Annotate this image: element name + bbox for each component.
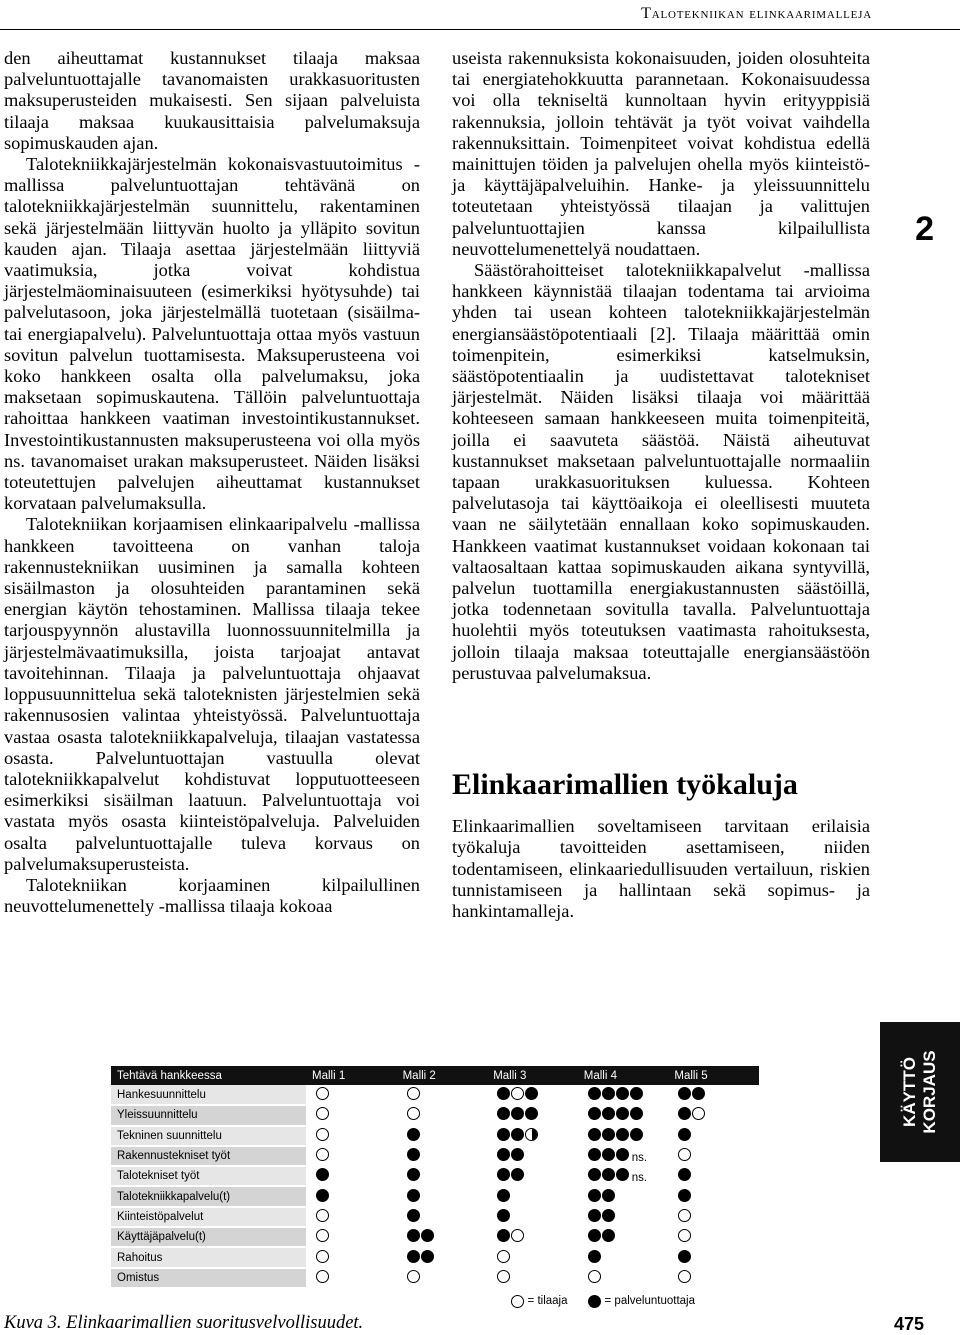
task-label: Rahoitus (111, 1247, 306, 1267)
model-cell (306, 1268, 397, 1288)
ns-note: ns. (631, 1172, 648, 1185)
right-column (452, 48, 870, 922)
filled-circle-icon (497, 1107, 510, 1120)
filled-circle-icon (602, 1128, 615, 1141)
model-cell (306, 1146, 397, 1166)
dot-group (497, 1209, 510, 1222)
dot-group (497, 1107, 538, 1120)
open-circle-icon (511, 1295, 524, 1308)
model-cell (397, 1105, 488, 1125)
filled-circle-icon (497, 1168, 510, 1181)
filled-circle-icon (602, 1148, 615, 1161)
filled-circle-icon (407, 1209, 420, 1222)
model-cell (578, 1247, 669, 1267)
table-row (111, 1126, 759, 1146)
table-row (111, 1105, 759, 1125)
model-cell (487, 1126, 578, 1146)
dot-group (678, 1209, 691, 1222)
filled-circle-icon (678, 1189, 691, 1202)
model-cell (668, 1105, 759, 1125)
page-number: 475 (893, 1314, 924, 1334)
table-row (111, 1085, 759, 1105)
filled-circle-icon (497, 1229, 510, 1242)
model-cell (578, 1085, 669, 1105)
dot-group (407, 1168, 420, 1181)
filled-circle-icon (602, 1107, 615, 1120)
filled-circle-icon (616, 1168, 629, 1181)
filled-circle-icon (630, 1128, 643, 1141)
open-circle-icon (511, 1087, 524, 1100)
filled-circle-icon (525, 1107, 538, 1120)
model-cell (668, 1085, 759, 1105)
dot-group (316, 1229, 329, 1242)
section-tab (880, 1022, 960, 1162)
filled-circle-icon (511, 1148, 524, 1161)
filled-circle-icon (692, 1087, 705, 1100)
filled-circle-icon (678, 1087, 691, 1100)
model-cell (306, 1126, 397, 1146)
open-circle-icon (407, 1107, 420, 1120)
model-cell (668, 1268, 759, 1288)
section-body: Elinkaarimallien soveltamiseen tarvitaan erilaisia työkaluja tavoitteiden asettamiseen, niiden todentamiseen, elinkaariedullisuuden vertailuun, riskien tunnistamiseen ja hallintaan sekä sopimus- ja hankintamalleja. (452, 816, 870, 921)
responsibility-figure (111, 1066, 759, 1308)
legend-tilaaja: = tilaaja (511, 1295, 568, 1308)
model-cell (487, 1186, 578, 1206)
filled-circle-icon (678, 1128, 691, 1141)
filled-circle-icon (407, 1168, 420, 1181)
table-row (111, 1247, 759, 1267)
filled-circle-icon (616, 1087, 629, 1100)
dot-group (407, 1107, 420, 1120)
filled-circle-icon (588, 1229, 601, 1242)
section-tab-label: KÄYTTÖ KORJAUS (900, 1050, 939, 1134)
paragraph: Säästörahoitteiset talotekniikkapalvelut -mallissa hankkeen käynnistää tilaajan todentama tai arvioima yhden tai usean kohteen talotekniikkajärjestelmän energiansäästöpotentiaali [2]. Tilaaja määrittää omin toimenpitein, esimerkiksi katselmuksin, säästöpotentiaalin ja uudistettavat talotekniset järjestelmät. Näiden lisäksi tilaaja voi määrittää kohteeseen samaan hankkeeseen muita toimenpiteitä, joilla ei saavuteta säästöä. Näistä aiheutuvat kustannukset maksetaan palveluntuottajalle normaaliin tapaan urakkasuorituksen kuluessa. Kohteen palvelutasoja tai käyttöaikoja ei oleellisesti muuteta vaan ne säilytetään ennallaan koko sopimuskauden. Hankkeen vaatimat kustannukset voidaan kokonaan tai valtaosaltaan kattaa sopimuskauden aikana syntyvillä, palvelun tuottamilla energiakustannusten säästöillä, jotka todennetaan sovitulla tavalla. Palveluntuottaja huolehtii myös toteutuksen vaatimasta rahoituksesta, jolloin tilaaja maksaa toteuttajalle energiansäästöön perustuvaa palvelumaksua. (452, 260, 870, 683)
filled-circle-icon (616, 1148, 629, 1161)
dot-group (678, 1107, 705, 1120)
open-circle-icon (316, 1209, 329, 1222)
open-circle-icon (316, 1250, 329, 1263)
model-cell (397, 1166, 488, 1186)
model-cell (397, 1247, 488, 1267)
column-header: Tehtävä hankkeessa (111, 1066, 306, 1085)
open-circle-icon (678, 1229, 691, 1242)
open-circle-icon (407, 1087, 420, 1100)
running-title: Talotekniikan elinkaarimalleja (641, 5, 872, 22)
model-cell (668, 1126, 759, 1146)
open-circle-icon (407, 1270, 420, 1283)
paragraph: Talotekniikkajärjestelmän kokonaisvastuutoimitus -mallissa palveluntuottajan tehtävänä on talotekniikkajärjestelmän suunnittelu, rakentaminen sekä järjestelmään liittyvän huolto ja ylläpito sovitun kauden ajan. Tilaaja asettaa järjestelmään liittyviä vaatimuksia, jotka voivat kohdistua järjestelmäominaisuuteen (esimerkiksi hyötysuhde) tai palvelutasoon, joka järjestelmällä tuotetaan (sisäilma- tai energiapalvelu). Palveluntuottaja ottaa myös vastuun sovitun palvelun tuottamisesta. Maksuperusteena voi koko hankkeen osalta olla palvelumaksu, joka maksetaan sopimuskautena. Tällöin palveluntuottaja rahoittaa hankkeen vaatiman investointikustannukset. Investointikustannusten maksuperusteena voi olla myös ns. tavanomaiset urakan maksuperusteet. Näiden lisäksi toteutettujen palvelujen aiheuttamat kustannukset korvataan palvelumaksulla. (4, 154, 420, 514)
task-label: Kiinteistöpalvelut (111, 1207, 306, 1227)
open-circle-icon (497, 1250, 510, 1263)
dot-group (678, 1229, 691, 1242)
filled-circle-icon (511, 1168, 524, 1181)
dot-group (588, 1270, 601, 1283)
dot-group (678, 1168, 691, 1181)
dot-group (316, 1250, 329, 1263)
dot-group (407, 1250, 434, 1263)
filled-circle-icon (602, 1168, 615, 1181)
model-cell (397, 1146, 488, 1166)
responsibility-table (111, 1066, 759, 1289)
task-label: Rakennustekniset työt (111, 1146, 306, 1166)
left-column (4, 48, 420, 917)
table-row (111, 1186, 759, 1206)
filled-circle-icon (407, 1250, 420, 1263)
model-cell (668, 1186, 759, 1206)
filled-circle-icon (407, 1189, 420, 1202)
filled-circle-icon (588, 1087, 601, 1100)
filled-circle-icon (602, 1209, 615, 1222)
column-header: Malli 4 (578, 1066, 669, 1085)
model-cell (487, 1146, 578, 1166)
table-body (111, 1085, 759, 1288)
filled-circle-icon (588, 1107, 601, 1120)
model-cell (306, 1085, 397, 1105)
filled-circle-icon (316, 1168, 329, 1181)
model-cell (578, 1227, 669, 1247)
model-cell (578, 1105, 669, 1125)
dot-group (316, 1107, 329, 1120)
model-cell (578, 1186, 669, 1206)
open-circle-icon (316, 1148, 329, 1161)
model-cell (487, 1085, 578, 1105)
model-cell (668, 1146, 759, 1166)
model-cell (487, 1247, 578, 1267)
filled-circle-icon (616, 1107, 629, 1120)
dot-group (678, 1148, 691, 1161)
open-circle-icon (316, 1270, 329, 1283)
filled-circle-icon (421, 1250, 434, 1263)
paragraph: den aiheuttamat kustannukset tilaaja maksaa palveluntuottajalle tavanomaisten urakkasuoritusten maksuperusteiden mukaisesti. Sen sijaan palveluista tilaaja maksaa kuukausittaisia palvelumaksuja sopimuskauden ajan. (4, 48, 420, 153)
model-cell (578, 1207, 669, 1227)
filled-circle-icon (630, 1087, 643, 1100)
dot-group (588, 1250, 601, 1263)
filled-circle-icon (678, 1168, 691, 1181)
paragraph: Talotekniikan korjaaminen kilpailullinen neuvottelumenettely -mallissa tilaaja kokoaa (4, 874, 420, 917)
model-cell (668, 1207, 759, 1227)
open-circle-icon (316, 1128, 329, 1141)
table-row (111, 1166, 759, 1186)
model-cell (306, 1166, 397, 1186)
chapter-number: 2 (915, 210, 934, 248)
filled-circle-icon (407, 1148, 420, 1161)
table-row (111, 1207, 759, 1227)
dot-group (497, 1270, 510, 1283)
column-header: Malli 1 (306, 1066, 397, 1085)
dot-group (497, 1168, 524, 1181)
open-circle-icon (497, 1270, 510, 1283)
dot-group (497, 1087, 538, 1100)
task-label: Yleissuunnittelu (111, 1105, 306, 1125)
open-circle-icon (316, 1107, 329, 1120)
filled-circle-icon (525, 1087, 538, 1100)
ns-note: ns. (631, 1152, 648, 1165)
dot-group (588, 1209, 615, 1222)
model-cell (487, 1166, 578, 1186)
filled-circle-icon (630, 1107, 643, 1120)
dot-group (588, 1229, 615, 1242)
task-label: Käyttäjäpalvelu(t) (111, 1227, 306, 1247)
filled-circle-icon (588, 1250, 601, 1263)
filled-circle-icon (407, 1128, 420, 1141)
dot-group (316, 1270, 329, 1283)
model-cell (397, 1126, 488, 1146)
model-cell (306, 1207, 397, 1227)
model-cell (487, 1227, 578, 1247)
model-cell (397, 1207, 488, 1227)
open-circle-icon (678, 1148, 691, 1161)
filled-circle-icon (602, 1189, 615, 1202)
dot-group (316, 1087, 329, 1100)
open-circle-icon (678, 1209, 691, 1222)
dot-group (588, 1168, 629, 1181)
figure-caption: Kuva 3. Elinkaarimallien suoritusvelvollisuudet. (4, 1313, 364, 1333)
dot-group (678, 1270, 691, 1283)
filled-circle-icon (588, 1128, 601, 1141)
model-cell (306, 1186, 397, 1206)
header-rule (0, 29, 960, 30)
column-header: Malli 2 (397, 1066, 488, 1085)
filled-circle-icon (678, 1250, 691, 1263)
dot-group (678, 1250, 691, 1263)
dot-group (588, 1087, 643, 1100)
dot-group (497, 1148, 524, 1161)
model-cell (668, 1227, 759, 1247)
model-cell (397, 1227, 488, 1247)
dot-group (588, 1189, 615, 1202)
dot-group (316, 1209, 329, 1222)
table-row (111, 1146, 759, 1166)
filled-circle-icon (497, 1148, 510, 1161)
model-cell (306, 1105, 397, 1125)
dot-group (407, 1189, 420, 1202)
filled-circle-icon (588, 1189, 601, 1202)
table-row (111, 1227, 759, 1247)
filled-circle-icon (407, 1229, 420, 1242)
dot-group (407, 1128, 420, 1141)
filled-circle-icon (602, 1087, 615, 1100)
legend (111, 1295, 759, 1308)
model-cell (487, 1105, 578, 1125)
dot-group (497, 1128, 538, 1141)
filled-circle-icon (316, 1189, 329, 1202)
open-circle-icon (588, 1270, 601, 1283)
dot-group (407, 1270, 420, 1283)
dot-group (407, 1209, 420, 1222)
model-cell (397, 1085, 488, 1105)
filled-circle-icon (497, 1128, 510, 1141)
dot-group (407, 1087, 420, 1100)
dot-group (407, 1148, 420, 1161)
filled-circle-icon (588, 1148, 601, 1161)
table-header-row (111, 1066, 759, 1085)
filled-circle-icon (678, 1107, 691, 1120)
filled-circle-icon (602, 1229, 615, 1242)
model-cell (578, 1166, 669, 1186)
filled-circle-icon (497, 1189, 510, 1202)
filled-circle-icon (588, 1168, 601, 1181)
model-cell (306, 1247, 397, 1267)
task-label: Hankesuunnittelu (111, 1085, 306, 1105)
half-circle-icon (525, 1128, 538, 1141)
column-header: Malli 3 (487, 1066, 578, 1085)
dot-group (497, 1229, 524, 1242)
model-cell (578, 1126, 669, 1146)
dot-group (588, 1107, 643, 1120)
paragraph: Talotekniikan korjaamisen elinkaaripalvelu -mallissa hankkeen tavoitteena on vanhan taloja rakennustekniikan uusiminen ja samalla kohteen sisäilmaston ja olosuhteiden parantaminen sekä energian käytön tehostaminen. Mallissa tilaaja tekee tarjouspyynnön alustavilla luonnossuunnitelmilla ja järjestelmävaatimuksilla, joista tarjoajat antavat tavoitehinnan. Tilaaja ja palveluntuottaja ohjaavat loppusuunnittelua sekä taloteknisten järjestelmien sekä rakennusosien valintaa yhteistyössä. Palveluntuottaja vastaa osasta talotekniikkapalveluja, tilaajan vastatessa osasta. Palveluntuottajan vastuulla olevat talotekniikkapalvelut kohdistuvat lopputuotteeseen esimerkiksi sisäilman laatuun. Palveluntuottaja voi vastata myös osasta kiinteistöpalveluja. Palveluiden osalta palveluntuottajalle tuleva korvaus on palvelumaksuperusteista. (4, 514, 420, 874)
filled-circle-icon (588, 1295, 601, 1308)
model-cell (668, 1247, 759, 1267)
filled-circle-icon (511, 1107, 524, 1120)
dot-group (407, 1229, 434, 1242)
filled-circle-icon (616, 1128, 629, 1141)
open-circle-icon (692, 1107, 705, 1120)
section-heading: Elinkaarimallien työkaluja (452, 768, 798, 802)
filled-circle-icon (497, 1209, 510, 1222)
open-circle-icon (316, 1087, 329, 1100)
model-cell (668, 1166, 759, 1186)
dot-group (588, 1148, 629, 1161)
table-row (111, 1268, 759, 1288)
task-label: Talotekniikkapalvelu(t) (111, 1186, 306, 1206)
dot-group (497, 1189, 510, 1202)
model-cell (397, 1186, 488, 1206)
filled-circle-icon (511, 1128, 524, 1141)
open-circle-icon (316, 1229, 329, 1242)
filled-circle-icon (421, 1229, 434, 1242)
model-cell (487, 1268, 578, 1288)
dot-group (678, 1189, 691, 1202)
dot-group (588, 1128, 643, 1141)
model-cell (487, 1207, 578, 1227)
open-circle-icon (678, 1270, 691, 1283)
open-circle-icon (511, 1229, 524, 1242)
model-cell (578, 1268, 669, 1288)
task-label: Tekninen suunnittelu (111, 1126, 306, 1146)
task-label: Omistus (111, 1268, 306, 1288)
dot-group (316, 1168, 329, 1181)
filled-circle-icon (588, 1209, 601, 1222)
dot-group (316, 1148, 329, 1161)
model-cell (578, 1146, 669, 1166)
model-cell (306, 1227, 397, 1247)
dot-group (316, 1189, 329, 1202)
dot-group (316, 1128, 329, 1141)
legend-palveluntuottaja: = palveluntuottaja (588, 1295, 695, 1308)
dot-group (497, 1250, 510, 1263)
task-label: Talotekniset työt (111, 1166, 306, 1186)
model-cell (397, 1268, 488, 1288)
filled-circle-icon (497, 1087, 510, 1100)
column-header: Malli 5 (668, 1066, 759, 1085)
dot-group (678, 1128, 691, 1141)
paragraph: useista rakennuksista kokonaisuuden, joiden olosuhteita tai energiatehokkuutta parannetaan. Kokonaisuudessa voi olla tekniseltä kunnoltaan hyvin erityyppisiä rakennuksia, jolloin tehtävät ja työt voivat vaihdella rakennuksittain. Toimenpiteet voivat kohdistua edellä mainittujen töiden ja palvelujen ohella myös kiinteistö- ja käyttäjäpalveluihin. Hanke- ja yleissuunnittelu toteutetaan yhteistyössä tilaajan ja valittujen palveluntuottajien kanssa kilpailullista neuvottelumenettelyä noudattaen. (452, 48, 870, 259)
dot-group (678, 1087, 705, 1100)
